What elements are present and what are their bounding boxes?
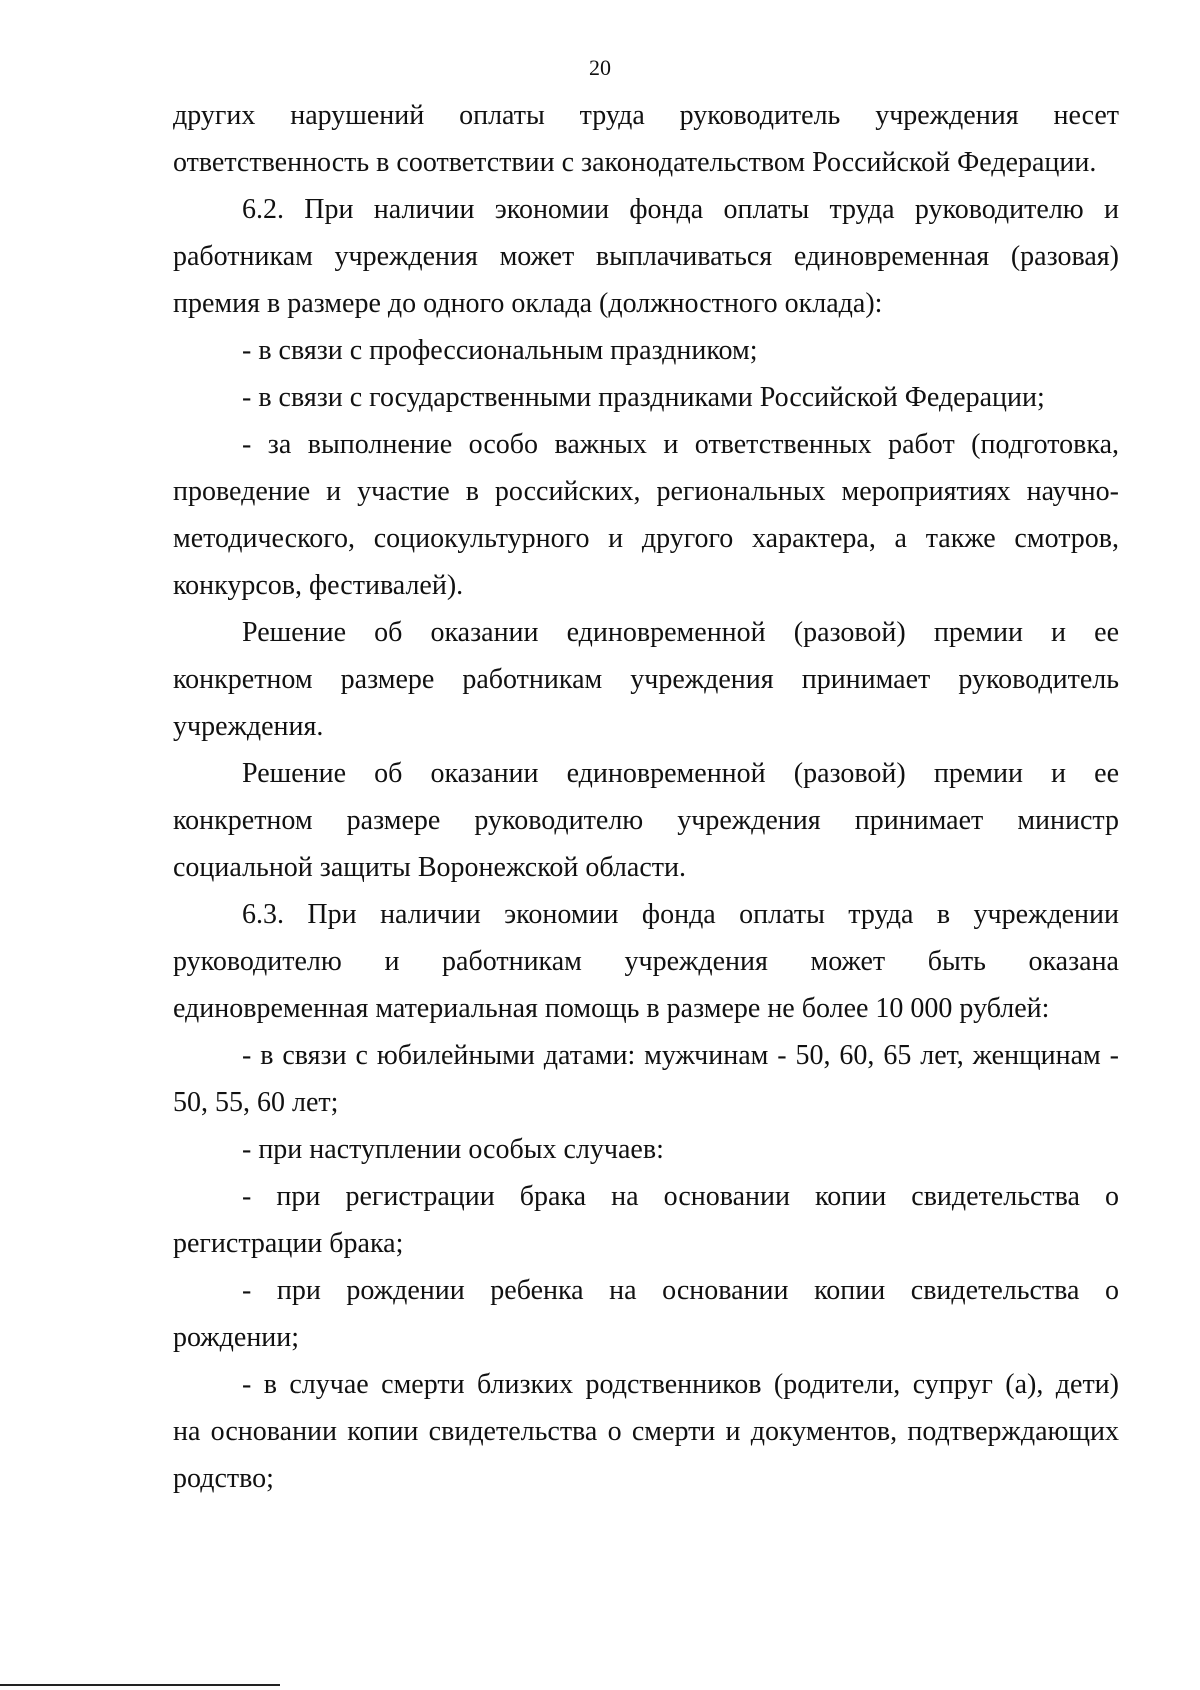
text-line: - в связи с юбилейными датами: мужчинам - 50, 60, 65 лет, женщинам -: [242, 1040, 1119, 1071]
text-line: - в связи с профессиональным праздником;: [242, 335, 758, 366]
text-line: 6.2. При наличии экономии фонда оплаты труда руководителю и: [242, 194, 1119, 225]
text-line: единовременная материальная помощь в размере не более 10 000 рублей:: [173, 993, 1050, 1024]
text-line: премия в размере до одного оклада (должностного оклада):: [173, 288, 883, 319]
text-line: работникам учреждения может выплачиваться единовременная (разовая): [173, 241, 1119, 272]
text-line: - при наступлении особых случаев:: [242, 1134, 664, 1165]
text-line: других нарушений оплаты труда руководитель учреждения несет: [173, 100, 1119, 131]
text-line: регистрации брака;: [173, 1228, 404, 1259]
text-line: - в случае смерти близких родственников (родители, супруг (а), дети): [242, 1369, 1119, 1400]
text-line: - за выполнение особо важных и ответственных работ (подготовка,: [242, 429, 1119, 460]
page-number: 20: [589, 55, 611, 80]
text-line: методического, социокультурного и другого характера, а также смотров,: [173, 523, 1119, 554]
text-line: учреждения.: [173, 711, 324, 742]
text-line: - в связи с государственными праздниками Российской Федерации;: [242, 382, 1045, 413]
text-line: родство;: [173, 1463, 274, 1494]
text-line: на основании копии свидетельства о смерти и документов, подтверждающих: [173, 1416, 1119, 1447]
text-line: - при регистрации брака на основании копии свидетельства о: [242, 1181, 1119, 1212]
text-line: конкретном размере работникам учреждения принимает руководитель: [173, 664, 1119, 695]
text-line: социальной защиты Воронежской области.: [173, 852, 686, 883]
text-line: рождении;: [173, 1322, 300, 1353]
text-line: конкурсов, фестивалей).: [173, 570, 464, 601]
text-line: 6.3. При наличии экономии фонда оплаты труда в учреждении: [242, 899, 1119, 930]
bottom-rule: [0, 1684, 280, 1686]
text-line: проведение и участие в российских, региональных мероприятиях научно-: [173, 476, 1119, 507]
text-line: руководителю и работникам учреждения может быть оказана: [173, 946, 1119, 977]
text-line: Решение об оказании единовременной (разовой) премии и ее: [242, 758, 1119, 789]
document-body: [173, 92, 1119, 1502]
text-line: Решение об оказании единовременной (разовой) премии и ее: [242, 617, 1119, 648]
text-line: конкретном размере руководителю учреждения принимает министр: [173, 805, 1119, 836]
text-line: - при рождении ребенка на основании копии свидетельства о: [242, 1275, 1119, 1306]
text-line: 50, 55, 60 лет;: [173, 1087, 339, 1118]
text-line: ответственность в соответствии с законодательством Российской Федерации.: [173, 147, 1097, 178]
